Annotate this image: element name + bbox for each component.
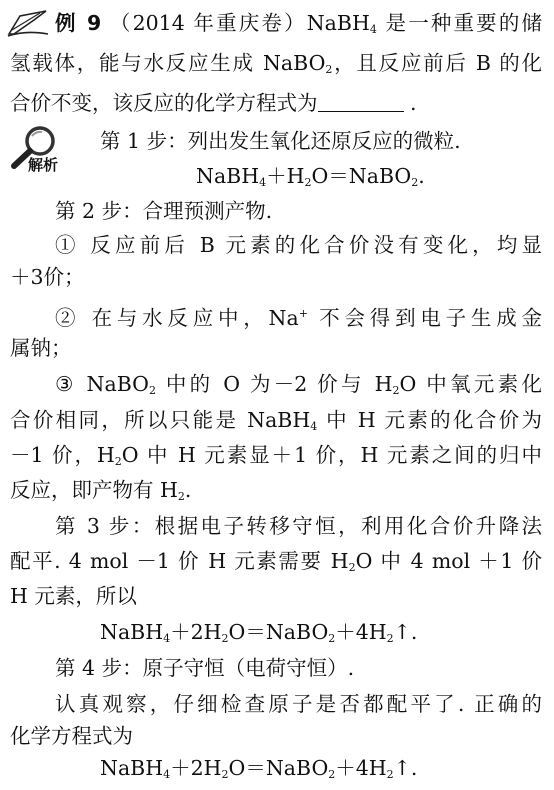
conclusion-line-1: 认真观察，仔细检查原子是否都配平了. 正确的 [55,692,542,716]
step-3-line-1: 第 3 步：根据电子转移守恒，利用化合价升降法 [55,514,542,538]
answer-blank [318,89,404,112]
analysis-label: 解析 [28,156,59,174]
equation-3: $NaBH_4+2H_2O=NaBO_2+4H_2↑$. [100,756,418,781]
conclusion-line-2: 化学方程式为 [10,724,133,748]
point-3-line-2: 合价相同，所以只能是 NaBH$_4$ 中 H 元素的化合价为 [10,408,542,433]
example-label: 例 9 [55,11,102,35]
point-3-line-1: ③ NaBO$_2$ 中的 O 为－2 价与 $H_2O$ 中氧元素化 [55,372,542,397]
equation-2: $NaBH_4+2H_2O=NaBO_2+4H_2↑$. [100,620,418,645]
step-3-line-2: 配平. 4 mol －1 价 H 元素需要 $H_2O$ 中 4 mol ＋1 价 [10,549,542,574]
analysis-badge [6,124,74,182]
step-4: 第 4 步：原子守恒（电荷守恒）. [55,656,355,680]
step-2: 第 2 步：合理预测产物. [55,199,273,223]
example-quill-icon [6,8,50,38]
problem-line-3: 合价不变，该反应的化学方程式为 . [10,91,417,115]
point-1-line-2: ＋3价； [10,265,85,289]
point-1-line-1: ① 反应前后 B 元素的化合价没有变化，均显 [55,233,542,257]
equation-1: $NaBH_4+H_2O=NaBO_2$. [196,164,425,189]
step-3-line-3: H 元素，所以 [10,584,137,608]
problem-line-2: 氢载体，能与水反应生成 NaBO$_2$，且反应前后 B 的化 [10,51,542,76]
problem-line-1: 例 9 （2014 年重庆卷）NaBH$_4$ 是一种重要的储 [55,11,542,36]
point-2-line-2: 属钠； [10,336,72,360]
point-3-line-4: 反应，即产物有 $H_2$. [10,478,192,503]
point-2-line-1: ② 在与水反应中，Na+ 不会得到电子生成金 [55,306,542,330]
step-1: 第 1 步：列出发生氧化还原反应的微粒. [100,129,461,153]
point-3-line-3: －1 价，$H_2O$ 中 H 元素显＋1 价，H 元素之间的归中 [10,443,543,468]
